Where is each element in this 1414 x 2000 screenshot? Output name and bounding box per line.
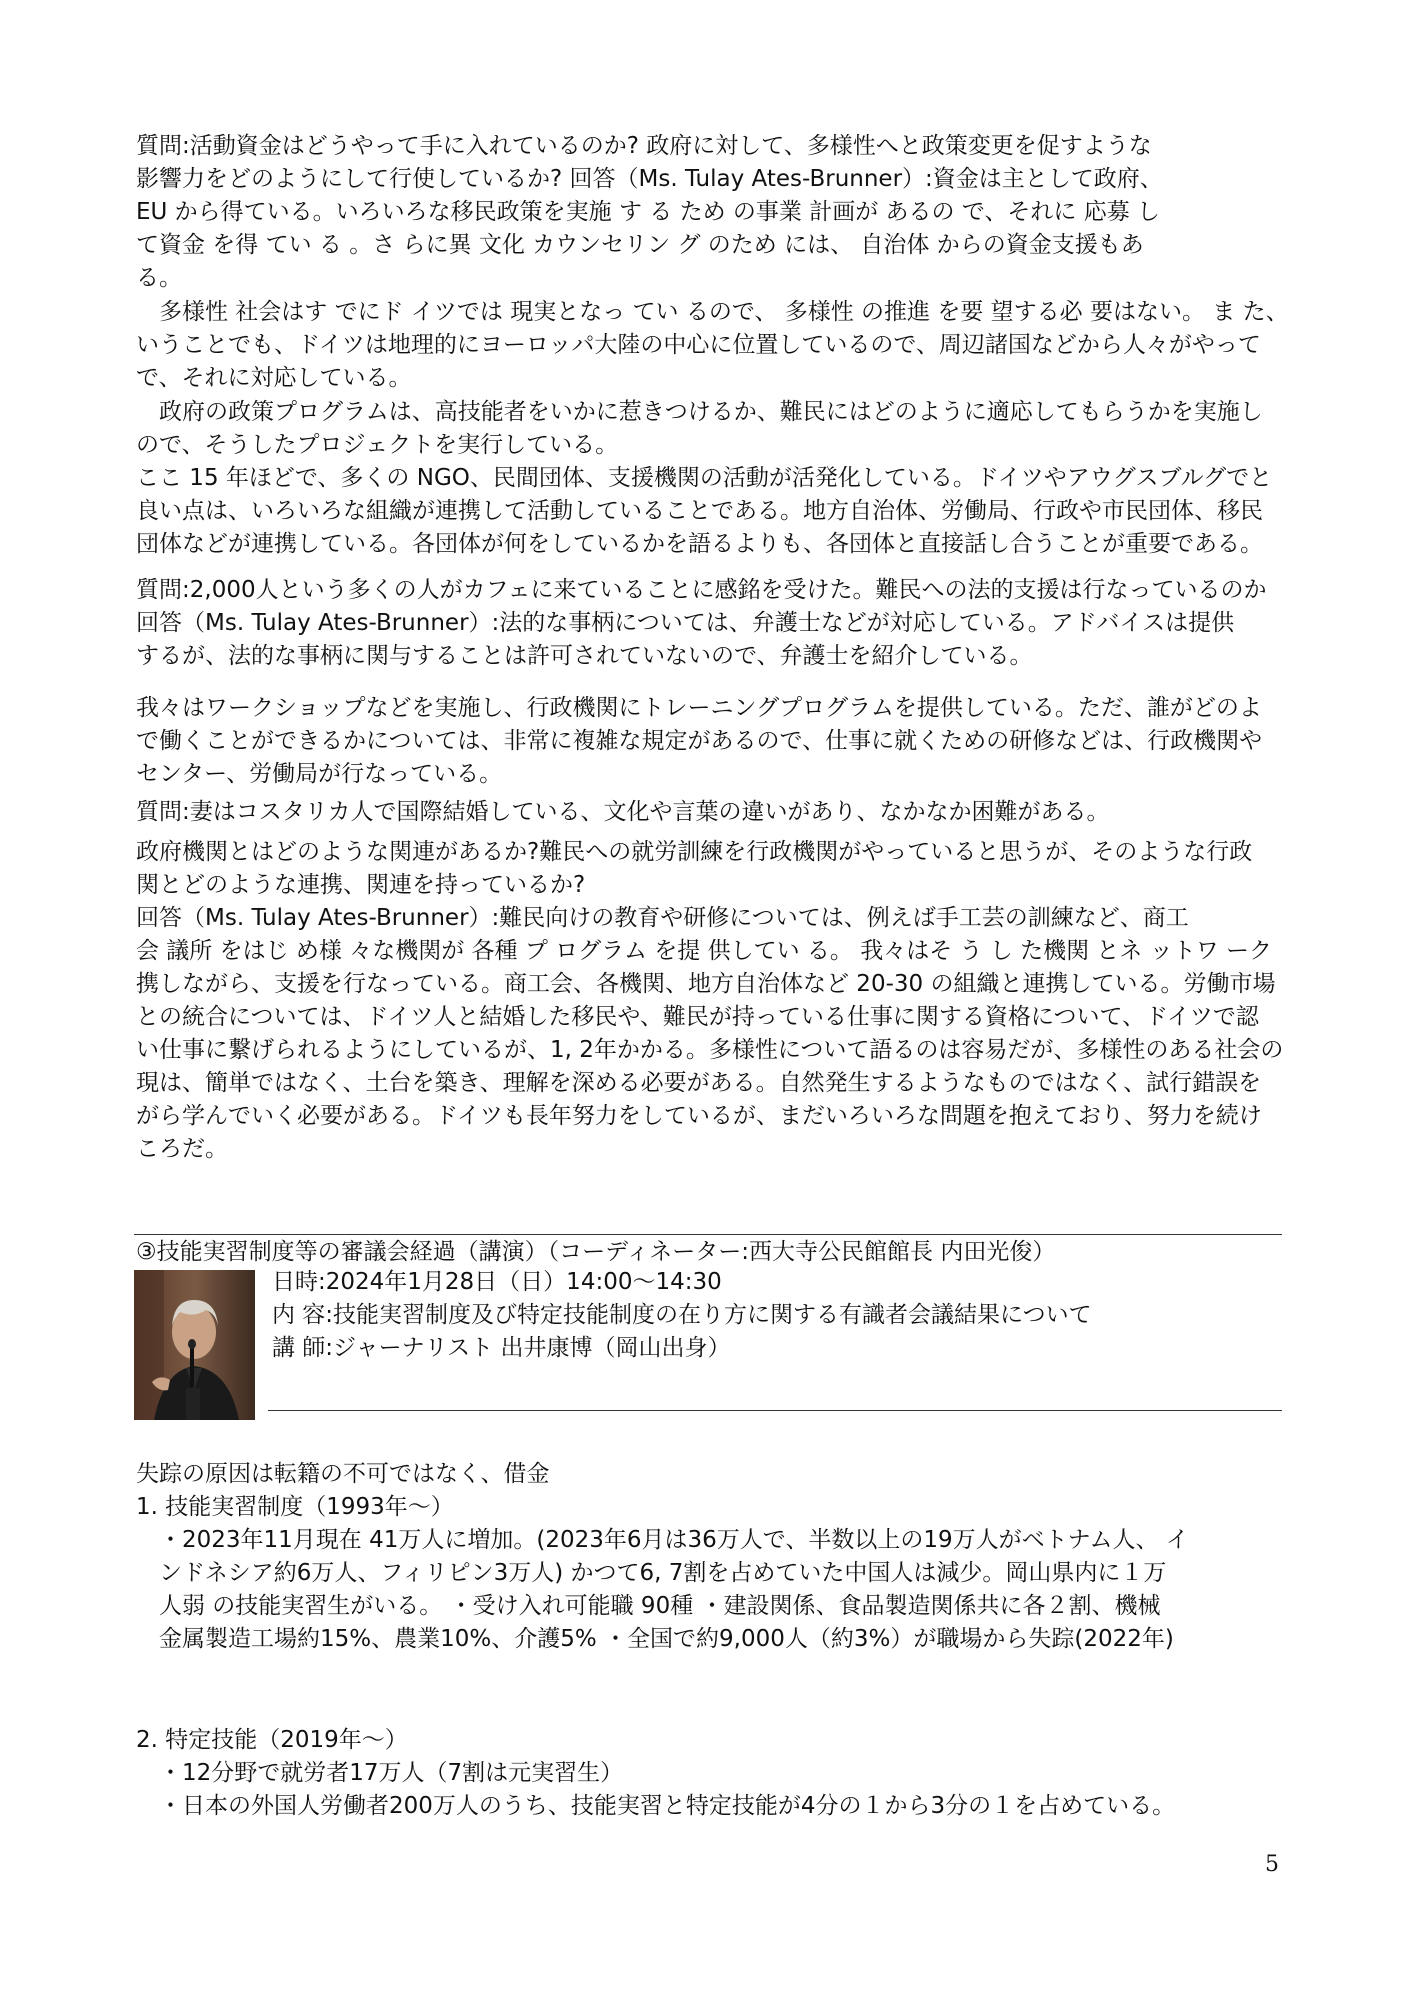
text-line: ンドネシア約6万人、フィリピン3万人) かつて6, 7割を占めていた中国人は減少。岡山県内に１万: [136, 1560, 1167, 1586]
section3-heading: [136, 1236, 1414, 1269]
qa1-block: [136, 130, 1414, 295]
text-line: 団体などが連携している。各団体が何をしているかを語るよりも、各団体と直接話し合うことが重要である。: [136, 531, 1263, 557]
text-line: EU から得ている。いろいろな移民政策を実施 す る ため の事業 計画が あるの で、それに 応募 し: [136, 199, 1161, 225]
item2-title: 2. 特定技能（2019年〜）: [136, 1727, 408, 1753]
text-line: との統合については、ドイツ人と結婚した移民や、難民が持っている仕事に関する資格について、ドイツで認: [136, 1004, 1259, 1030]
policy-paragraph: [136, 396, 1414, 561]
text-line: ころだ。: [136, 1136, 228, 1162]
page-number: 5: [1265, 1852, 1279, 1877]
section-bottom-rule: [268, 1410, 1282, 1411]
text-line: 失踪の原因は転籍の不可ではなく、借金: [136, 1461, 550, 1487]
text-line: 政府機関とはどのような関連があるか?難民への就労訓練を行政機関がやっていると思うが、そのような行政: [136, 839, 1253, 865]
text-line: 回答（Ms. Tulay Ates-Brunner）:法的な事柄については、弁護士などが対応している。アドバイスは提供: [136, 610, 1235, 636]
lecture-content: 内 容:技能実習制度及び特定技能制度の在り方に関する有識者会議結果について: [272, 1302, 1092, 1328]
section-heading-text: ③技能実習制度等の審議会経過（講演）（コーディネーター:西大寺公民館館長 内田光俊）: [136, 1239, 1056, 1265]
workshop-paragraph: [136, 692, 1414, 791]
text-line: いうことでも、ドイツは地理的にヨーロッパ大陸の中心に位置しているので、周辺諸国などから人々がやって: [136, 332, 1261, 358]
text-line: 質問:2,000人という多くの人がカフェに来ていることに感銘を受けた。難民への法的支援は行なっているのか: [136, 577, 1267, 603]
lecture-details: [272, 1266, 1272, 1365]
text-line: するが、法的な事柄に関与することは許可されていないので、弁護士を紹介している。: [136, 643, 1033, 669]
text-line: ので、そうしたプロジェクトを実行している。: [136, 432, 619, 458]
text-line: 多様性 社会はす でにド イツでは 現実となっ てい るので、 多様性 の推進 を要 望する必 要はない。 ま た、: [136, 299, 1289, 325]
text-line: センター、労働局が行なっている。: [136, 761, 503, 787]
item1-title: 1. 技能実習制度（1993年〜）: [136, 1494, 454, 1520]
text-line: 携しながら、支援を行なっている。商工会、各機関、地方自治体など 20-30 の組織と連携している。労働市場: [136, 971, 1276, 997]
text-line: て資金 を得 てい る 。さ らに異 文化 カウンセリン グ のため には、 自治体 からの資金支援もあ: [136, 232, 1144, 258]
qa3-block: [136, 836, 1414, 1166]
lecture-speaker: 講 師:ジャーナリスト 出井康博（岡山出身）: [272, 1335, 731, 1361]
text-line: る。: [136, 265, 182, 291]
text-line: い仕事に繋げられるようにしているが、1, 2年かかる。多様性について語るのは容易だが、多様性のある社会の: [136, 1037, 1284, 1063]
item1-body: [136, 1524, 1414, 1656]
item2-block: [136, 1724, 1414, 1823]
text-line: 影響力をどのようにして行使しているか? 回答（Ms. Tulay Ates-Brunner）:資金は主として政府、: [136, 166, 1163, 192]
lecture-date: 日時:2024年1月28日（日）14:00〜14:30: [272, 1269, 722, 1295]
diversity-paragraph: [136, 296, 1414, 395]
text-line: 現は、簡単ではなく、土台を築き、理解を深める必要がある。自然発生するようなものではなく、試行錯誤を: [136, 1070, 1262, 1096]
text-line: 質問:活動資金はどうやって手に入れているのか? 政府に対して、多様性へと政策変更を促すような: [136, 133, 1152, 159]
text-line: ・12分野で就労者17万人（7割は元実習生）: [136, 1760, 624, 1786]
text-line: 我々はワークショップなどを実施し、行政機関にトレーニングプログラムを提供している。ただ、誰がどのよ: [136, 695, 1262, 721]
text-line: ・2023年11月現在 41万人に増加。(2023年6月は36万人で、半数以上の19万人がベトナム人、 イ: [136, 1527, 1189, 1553]
qa2-block: [136, 574, 1414, 673]
text-line: がら学んでいく必要がある。ドイツも長年努力をしているが、まだいろいろな問題を抱えており、努力を続け: [136, 1103, 1262, 1129]
text-line: ・日本の外国人労働者200万人のうち、技能実習と特定技能が4分の１から3分の１を占めている。: [136, 1793, 1176, 1819]
text-line: ここ 15 年ほどで、多くの NGO、民間団体、支援機関の活動が活発化している。ドイツやアウグスブルグでと: [136, 465, 1273, 491]
text-line: 会 議所 をはじ め様 々な機関が 各種 プ ログラム を提 供してい る。 我々はそ う し た機関 とネ ットワ ーク: [136, 938, 1273, 964]
qa3-question: [136, 796, 1414, 829]
text-line: 金属製造工場約15%、農業10%、介護5% ・全国で約9,000人（約3%）が職場から失踪(2022年): [136, 1626, 1174, 1652]
text-line: で、それに対応している。: [136, 365, 412, 391]
speaker-photo: [134, 1270, 255, 1420]
section-top-rule: [134, 1234, 1282, 1235]
text-line: 関とどのような連携、関連を持っているか?: [136, 872, 586, 898]
text-line: 人弱 の技能実習生がいる。 ・受け入れ可能職 90種 ・建設関係、食品製造関係共に各２割、機械: [136, 1593, 1161, 1619]
text-line: 良い点は、いろいろな組織が連携して活動していることである。地方自治体、労働局、行政や市民団体、移民: [136, 498, 1263, 524]
text-line: で働くことができるかについては、非常に複雑な規定があるので、仕事に就くための研修などは、行政機関や: [136, 728, 1263, 754]
text-line: 質問:妻はコスタリカ人で国際結婚している、文化や言葉の違いがあり、なかなか困難がある。: [136, 799, 1110, 825]
section3-intro: [136, 1458, 1414, 1524]
text-line: 政府の政策プログラムは、高技能者をいかに惹きつけるか、難民にはどのように適応してもらうかを実施し: [136, 399, 1263, 425]
text-line: 回答（Ms. Tulay Ates-Brunner）:難民向けの教育や研修については、例えば手工芸の訓練など、商工: [136, 905, 1189, 931]
